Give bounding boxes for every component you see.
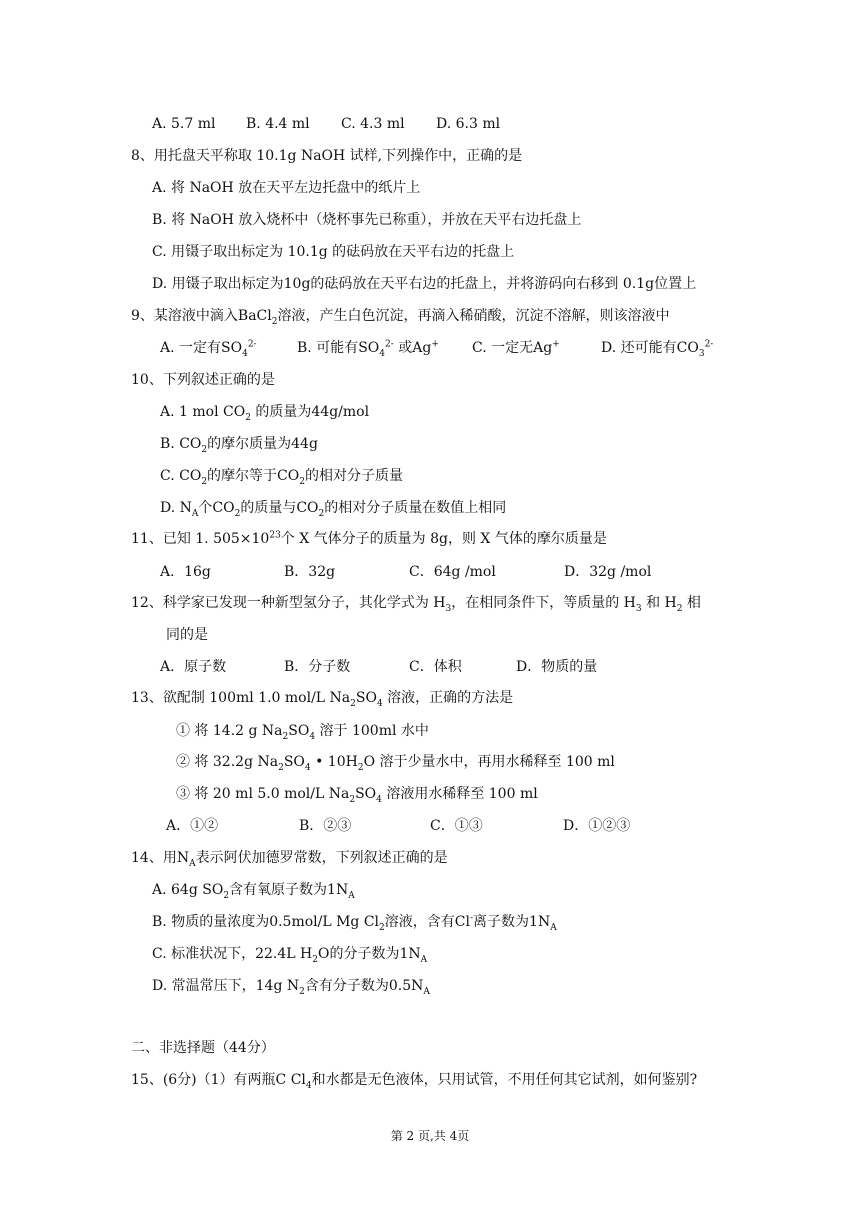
q12-stem-text-4: 相 — [682, 595, 701, 611]
q13-i1-text-2: SO — [288, 723, 310, 739]
q10-b-text-2: 的摩尔质量为44g — [207, 436, 318, 452]
q13-i2-text-4: O 溶于少量水中，再用水稀释至 100 ml — [363, 754, 615, 770]
q10-a-text: A. 1 mol CO — [160, 404, 246, 420]
q14-c-sub-2: A — [420, 954, 428, 965]
q13-option-b: B．②③ — [299, 818, 352, 834]
q10-option-a — [160, 402, 369, 422]
q12-option-d: D．物质的量 — [516, 659, 598, 675]
q10-a-sub: 2 — [245, 412, 251, 423]
q10-d-sub-3: 2 — [318, 508, 325, 519]
q14-d-sub: 2 — [299, 986, 305, 997]
q10-d-text-2: 个CO — [198, 500, 235, 516]
q14-option-a — [152, 880, 355, 900]
q13-i1-text: ① 将 14.2 g Na — [176, 723, 283, 739]
q14-stem — [131, 848, 448, 868]
q10-a-text-2: 的质量为44g/mol — [250, 404, 370, 420]
q9-b-sub: 4 — [379, 348, 385, 359]
q14-c-text-2: O的分子数为1N — [317, 946, 421, 962]
q9-d-sub: 3 — [698, 348, 705, 359]
q10-option-d — [160, 498, 506, 518]
q10-d-text: D. N — [160, 500, 192, 516]
q10-d-text-3: 的质量与CO — [240, 500, 319, 516]
q7-option-c: C. 4.3 ml — [341, 116, 405, 132]
q14-a-text: A. 64g SO — [152, 882, 224, 898]
q9-stem-sub: 2 — [271, 316, 278, 327]
page-footer: 第 2 页,共 4页 — [390, 1129, 470, 1143]
q10-stem: 10、下列叙述正确的是 — [131, 372, 275, 388]
q11-option-a: A．16g — [160, 564, 211, 580]
q13-i1-text-3: 溶于 100ml 水中 — [315, 723, 429, 739]
q14-d-sub-2: A — [423, 986, 430, 997]
q14-option-c — [152, 944, 427, 964]
q13-stem-sub-2: 4 — [376, 698, 383, 709]
q10-option-b — [160, 434, 318, 454]
q8-option-d: D. 用镊子取出标定为10g的砝码放在天平右边的托盘上，并将游码向右移到 0.1g位置上 — [152, 276, 697, 292]
q8-stem: 8、用托盘天平称取 10.1g NaOH 试样,下列操作中，正确的是 — [131, 148, 523, 164]
q12-stem-text-2: ，在相同条件下，等质量的 H — [451, 595, 636, 611]
q9-a-text: A. 一定有SO — [160, 340, 243, 356]
q13-option-a: A．①② — [166, 818, 219, 834]
q14-b-sub-2: A — [550, 922, 557, 933]
q13-stem-text-3: 溶液，正确的方法是 — [382, 690, 514, 706]
q10-c-text: C. CO — [160, 468, 202, 484]
q14-option-d — [152, 976, 430, 996]
q12-stem-sub-3: 2 — [676, 603, 683, 614]
q14-b-text: B. 物质的量浓度为0.5mol/L Mg Cl — [152, 914, 380, 930]
q8-option-b: B. 将 NaOH 放入烧杯中（烧杯事先已称重），并放在天平右边托盘上 — [152, 212, 582, 228]
q15-stem — [131, 1070, 697, 1090]
q11-option-c: C．64g /mol — [409, 564, 496, 580]
section-2-heading: 二、非选择题（44分） — [131, 1040, 275, 1056]
q9-a-sup: 2- — [247, 339, 257, 350]
q13-option-d: D．①②③ — [563, 818, 631, 834]
q13-item-3 — [176, 784, 538, 804]
q15-stem-sub: 4 — [305, 1080, 312, 1091]
q10-c-text-2: 的摩尔等于CO — [207, 468, 300, 484]
q13-stem-text-2: SO — [355, 690, 377, 706]
q14-option-b — [152, 912, 557, 932]
q9-option-b — [297, 338, 439, 358]
q7-option-a: A. 5.7 ml — [152, 116, 216, 132]
q15-stem-text-2: 和水都是无色液体，只用试管，不用任何其它试剂，如何鉴别? — [311, 1072, 698, 1088]
q14-c-text: C. 标准状况下，22.4L H — [152, 946, 313, 962]
q13-i2-text-2: SO — [283, 754, 305, 770]
q14-b-sup: - — [469, 913, 474, 924]
q13-i3-text-2: SO — [355, 786, 377, 802]
q8-option-a: A. 将 NaOH 放在天平左边托盘中的纸片上 — [152, 180, 421, 196]
q11-stem-text-2: 个 X 气体分子的质量为 8g，则 X 气体的摩尔质量是 — [280, 531, 607, 547]
q10-d-text-4: 的相对分子质量在数值上相同 — [324, 500, 507, 516]
q14-b-text-2: 溶液，含有Cl — [384, 914, 470, 930]
q9-stem — [131, 306, 669, 326]
q13-i2-text-3: • 10H — [310, 754, 358, 770]
q9-c-text: C. 一定无Ag — [472, 340, 553, 356]
q9-b-text: B. 可能有SO — [297, 340, 380, 356]
q13-i3-text: ③ 将 20 ml 5.0 mol/L Na — [176, 786, 350, 802]
q11-stem-text: 11、已知 1. 505×10 — [131, 531, 270, 547]
q10-b-sub: 2 — [201, 444, 208, 455]
q15-stem-text: 15、(6分)（1）有两瓶C Cl — [131, 1072, 306, 1088]
q9-option-d — [601, 338, 713, 358]
q13-stem — [131, 688, 513, 708]
q9-option-c — [472, 338, 560, 358]
q9-b-sup: 2- — [385, 339, 394, 350]
q10-option-c — [160, 466, 403, 486]
q14-stem-text: 14、用N — [131, 850, 190, 866]
q14-d-text: D. 常温常压下，14g N — [152, 978, 300, 994]
q12-option-a: A．原子数 — [160, 659, 227, 675]
q14-a-sub: 2 — [223, 890, 230, 901]
q10-c-sub: 2 — [201, 476, 208, 487]
q13-stem-sub: 2 — [350, 698, 356, 709]
q11-option-b: B．32g — [284, 564, 336, 580]
q11-stem — [131, 529, 607, 549]
q13-i2-sub: 2 — [278, 762, 284, 773]
q13-option-c: C．①③ — [430, 818, 483, 834]
q13-item-1 — [176, 721, 429, 741]
q13-i2-sub-2: 4 — [304, 762, 311, 773]
q14-b-text-3: 离子数为1N — [473, 914, 551, 930]
q10-d-sub: A — [191, 508, 199, 519]
q14-c-sub: 2 — [312, 954, 318, 965]
q9-stem-text: 9、某溶液中滴入BaCl — [131, 308, 272, 324]
q14-stem-text-2: 表示阿伏加德罗常数，下列叙述正确的是 — [195, 850, 448, 866]
q13-i3-sub-2: 4 — [376, 794, 382, 805]
q9-d-sup: 2- — [704, 339, 714, 350]
q12-stem-line2: 同的是 — [166, 627, 208, 643]
q10-b-text: B. CO — [160, 436, 202, 452]
q9-option-a — [160, 338, 257, 358]
q9-stem-text-2: 溶液，产生白色沉淀，再滴入稀硝酸，沉淀不溶解，则该溶液中 — [277, 308, 670, 324]
q9-a-sub: 4 — [242, 348, 248, 359]
q9-b-sup-2: + — [431, 339, 439, 350]
q12-stem-sub-2: 3 — [635, 603, 642, 614]
q10-c-text-3: 的相对分子质量 — [304, 468, 403, 484]
q13-i2-sub-3: 2 — [357, 762, 364, 773]
q12-stem-text-3: 和 H — [641, 595, 677, 611]
q13-i2-text: ② 将 32.2g Na — [176, 754, 279, 770]
q12-stem-sub: 3 — [445, 603, 452, 614]
q12-stem-text: 12、科学家已发现一种新型氢分子，其化学式为 H — [131, 595, 446, 611]
q10-d-sub-2: 2 — [234, 508, 241, 519]
q11-stem-sup: 23 — [269, 530, 281, 541]
q9-b-text-2: 或Ag — [393, 340, 432, 356]
q14-d-text-2: 含有分子数为0.5N — [304, 978, 424, 994]
q8-option-c: C. 用镊子取出标定为 10.1g 的砝码放在天平右边的托盘上 — [152, 244, 515, 260]
q14-a-text-2: 含有氧原子数为1N — [229, 882, 349, 898]
q14-stem-sub: A — [189, 858, 196, 869]
q12-stem — [131, 593, 701, 613]
q13-stem-text: 13、欲配制 100ml 1.0 mol/L Na — [131, 690, 351, 706]
q14-b-sub: 2 — [379, 922, 385, 933]
q9-d-text: D. 还可能有CO — [601, 340, 699, 356]
q9-c-sup: + — [552, 339, 560, 350]
q12-option-b: B．分子数 — [284, 659, 351, 675]
q13-item-2 — [176, 752, 615, 772]
q13-i1-sub-2: 4 — [309, 731, 316, 742]
q12-option-c: C．体积 — [409, 659, 462, 675]
q7-option-d: D. 6.3 ml — [436, 116, 501, 132]
q11-option-d: D．32g /mol — [564, 564, 652, 580]
q13-i3-text-3: 溶液用水稀释至 100 ml — [381, 786, 538, 802]
q7-option-b: B. 4.4 ml — [246, 116, 310, 132]
q13-i1-sub: 2 — [282, 731, 289, 742]
q14-a-sub-2: A — [348, 890, 355, 901]
q13-i3-sub: 2 — [349, 794, 356, 805]
q10-c-sub-2: 2 — [299, 476, 305, 487]
